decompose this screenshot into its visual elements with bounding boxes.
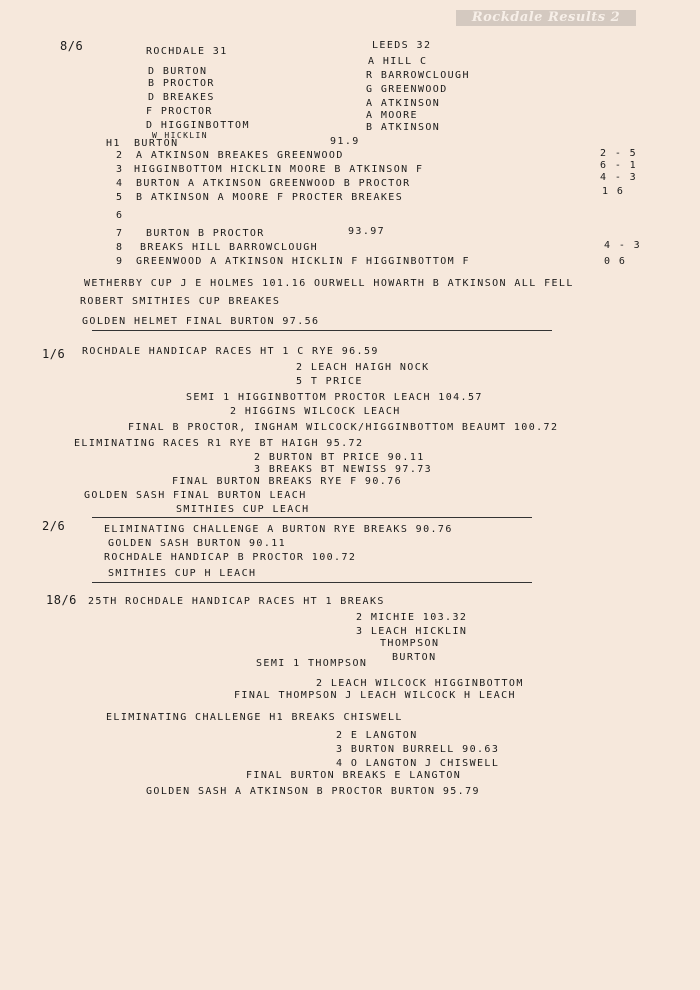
heat-label: 3 — [116, 164, 124, 175]
divider — [92, 330, 552, 331]
eliminating-h3: 3 BURTON BURRELL 90.63 — [336, 744, 500, 755]
golden-sash-final: GOLDEN SASH FINAL BURTON LEACH — [84, 490, 307, 501]
handicap-final: FINAL THOMPSON J LEACH WILCOCK H LEACH — [234, 690, 516, 701]
eliminating-r3: 3 BREAKS BT NEWISS 97.73 — [254, 464, 433, 475]
handicap-heat-1: ROCHDALE HANDICAP RACES HT 1 C RYE 96.59 — [82, 346, 379, 357]
away-rider: R BARROWCLOUGH — [366, 70, 470, 81]
home-team: ROCHDALE 31 — [146, 46, 228, 57]
heat-score: 0 6 — [604, 256, 627, 267]
heat-label: 9 — [116, 256, 124, 267]
handicap-heat-1: 25TH ROCHDALE HANDICAP RACES HT 1 BREAKS — [88, 596, 385, 607]
handicap-heat-3: 3 LEACH HICKLIN — [356, 626, 468, 637]
away-rider: A MOORE — [366, 110, 418, 121]
golden-helmet: GOLDEN HELMET FINAL BURTON 97.56 — [82, 316, 320, 327]
heat-score: 6 - 1 — [600, 160, 638, 171]
golden-sash: GOLDEN SASH A ATKINSON B PROCTOR BURTON 95.79 — [146, 786, 480, 797]
handicap-heat-2: 2 MICHIE 103.32 — [356, 612, 468, 623]
away-team: LEEDS 32 — [372, 40, 432, 51]
heat-score: 4 - 3 — [600, 172, 638, 183]
semi-1: SEMI 1 THOMPSON — [256, 658, 368, 669]
handicap-final: FINAL B PROCTOR, INGHAM WILCOCK/HIGGINBOTTOM BEAUMT 100.72 — [128, 422, 559, 433]
home-rider: D HIGGINBOTTOM — [146, 120, 250, 131]
heat-time: 91.9 — [330, 136, 360, 147]
heat-riders: BURTON B PROCTOR — [146, 228, 265, 239]
divider — [92, 517, 532, 518]
semi-2: 2 LEACH WILCOCK HIGGINBOTTOM — [316, 678, 524, 689]
robert-smithies-cup: ROBERT SMITHIES CUP BREAKES — [80, 296, 281, 307]
eliminating-h4: 4 O LANGTON J CHISWELL — [336, 758, 500, 769]
heat-riders: BURTON A ATKINSON GREENWOOD B PROCTOR — [136, 178, 411, 189]
semi-1: SEMI 1 HIGGINBOTTOM PROCTOR LEACH 104.57 — [186, 392, 483, 403]
date-18-6: 18/6 — [46, 593, 77, 607]
heat-label: 5 — [116, 192, 124, 203]
heat-time: 93.97 — [348, 226, 386, 237]
golden-sash: GOLDEN SASH BURTON 90.11 — [108, 538, 287, 549]
away-rider: B ATKINSON — [366, 122, 441, 133]
heat-label: 2 — [116, 150, 124, 161]
handicap-heat-2: 2 LEACH HAIGH NOCK — [296, 362, 430, 373]
heat-score: 1 6 — [602, 186, 625, 197]
rochdale-handicap: ROCHDALE HANDICAP B PROCTOR 100.72 — [104, 552, 357, 563]
handicap-heat-5: 5 T PRICE — [296, 376, 363, 387]
smithies-cup: SMITHIES CUP H LEACH — [108, 568, 257, 579]
heat-label: 4 — [116, 178, 124, 189]
home-rider: B PROCTOR — [148, 78, 215, 89]
away-rider: A HILL C — [368, 56, 428, 67]
eliminating-final: FINAL BURTON BREAKS RYE F 90.76 — [172, 476, 403, 487]
heat-label: 6 — [116, 210, 124, 221]
heat-label: H1 — [106, 138, 121, 149]
heat-riders: GREENWOOD A ATKINSON HICKLIN F HIGGINBOTTOM F — [136, 256, 470, 267]
heat-riders: BREAKS HILL BARROWCLOUGH — [140, 242, 319, 253]
divider — [92, 582, 532, 583]
eliminating-r2: 2 BURTON BT PRICE 90.11 — [254, 452, 425, 463]
eliminating-final: FINAL BURTON BREAKS E LANGTON — [246, 770, 462, 781]
smithies-cup: SMITHIES CUP LEACH — [176, 504, 310, 515]
date-1-6: 1/6 — [42, 347, 66, 361]
eliminating-h2: 2 E LANGTON — [336, 730, 418, 741]
eliminating-h1: ELIMINATING CHALLENGE H1 BREAKS CHISWELL — [106, 712, 403, 723]
handicap-heat-3-extra: THOMPSON — [380, 638, 440, 649]
away-rider: A ATKINSON — [366, 98, 441, 109]
date-8-6: 8/6 — [60, 39, 84, 53]
home-rider: F PROCTOR — [146, 106, 213, 117]
handicap-heat-3-extra: BURTON — [392, 652, 437, 663]
heat-label: 8 — [116, 242, 124, 253]
heat-score: 4 - 3 — [604, 240, 642, 251]
wetherby-cup: WETHERBY CUP J E HOLMES 101.16 OURWELL HOWARTH B ATKINSON ALL FELL — [84, 278, 574, 289]
eliminating-r1: ELIMINATING RACES R1 RYE BT HAIGH 95.72 — [74, 438, 364, 449]
home-rider: D BURTON — [148, 66, 208, 77]
heat-riders: B ATKINSON A MOORE F PROCTER BREAKES — [136, 192, 404, 203]
semi-2: 2 HIGGINS WILCOCK LEACH — [230, 406, 401, 417]
heat-riders: BURTON — [134, 138, 179, 149]
home-rider: W HICKLIN — [152, 131, 208, 140]
date-2-6: 2/6 — [42, 519, 66, 533]
heat-label: 7 — [116, 228, 124, 239]
home-rider: D BREAKES — [148, 92, 215, 103]
page-header: Rockdale Results 2 — [456, 10, 636, 26]
heat-riders: A ATKINSON BREAKES GREENWOOD — [136, 150, 344, 161]
heat-score: 2 - 5 — [600, 148, 638, 159]
heat-riders: HIGGINBOTTOM HICKLIN MOORE B ATKINSON F — [134, 164, 424, 175]
eliminating-challenge: ELIMINATING CHALLENGE A BURTON RYE BREAKS 90.76 — [104, 524, 453, 535]
away-rider: G GREENWOOD — [366, 84, 448, 95]
